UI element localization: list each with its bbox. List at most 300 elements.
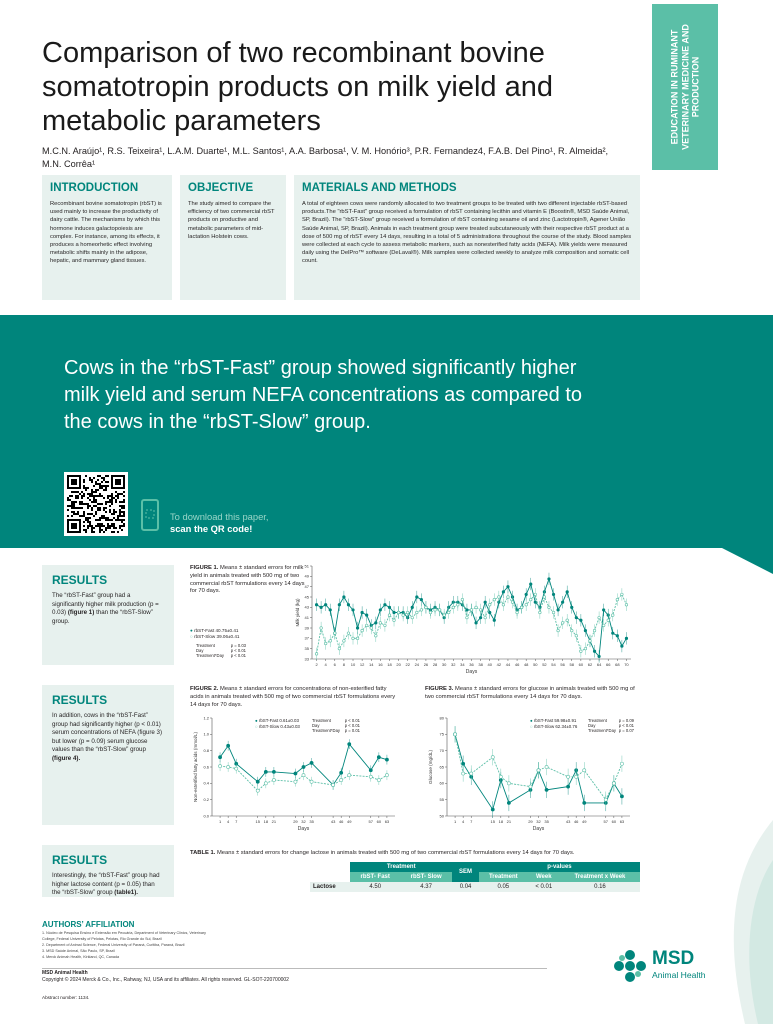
y-tick-label: 70 bbox=[439, 748, 444, 754]
abstract-number: Abstract number: 1134. bbox=[42, 995, 90, 1000]
data-point bbox=[264, 770, 267, 773]
data-point bbox=[385, 774, 388, 777]
data-point bbox=[539, 611, 542, 614]
data-point bbox=[338, 647, 341, 650]
data-point bbox=[507, 801, 510, 804]
data-point bbox=[604, 798, 607, 801]
data-point bbox=[375, 622, 378, 625]
data-point bbox=[466, 616, 469, 619]
affiliation-list: 1. Núcleo de Pesquisa Ensino e Extensão em Pecuária, Department of Veterinary Clinics, Veterinary College, Federal University of Pelotas, Pelotas, Rio Grande do Sul, Brazil 2. Department of Animal Science, Federal University of Paraná, Curitiba, Paraná, Brazil 3. MSD Saúde Animal, São Paulo, SP, Brazil 4. Merck Animah Health, Kirkland, QC, Canada bbox=[42, 931, 206, 959]
x-tick-label: 8 bbox=[342, 662, 346, 667]
footer-divider bbox=[42, 968, 547, 969]
data-point bbox=[583, 769, 586, 772]
x-tick-label: 29 bbox=[528, 819, 533, 824]
x-tick-label: 22 bbox=[405, 662, 410, 667]
x-tick-label: 36 bbox=[469, 662, 474, 667]
data-point bbox=[552, 593, 555, 596]
download-line-1: To download this paper, bbox=[170, 511, 269, 522]
table-1-caption: TABLE 1. Means ± standard errors for change lactose in animals treated with 500 mg of two commercial rbST formulations every 14 days for 70 days. bbox=[190, 850, 575, 856]
data-point bbox=[272, 770, 275, 773]
data-point bbox=[462, 762, 465, 765]
poster-title: Comparison of two recombinant bovine somatotropin products on milk yield and metabolic parameters bbox=[42, 37, 553, 137]
data-point bbox=[272, 778, 275, 781]
data-point bbox=[598, 616, 601, 619]
x-tick-label: 12 bbox=[359, 662, 365, 667]
data-point bbox=[332, 783, 335, 786]
x-tick-label: 57 bbox=[603, 819, 609, 824]
data-point bbox=[620, 795, 623, 798]
data-point bbox=[416, 596, 419, 599]
data-point bbox=[470, 609, 473, 612]
methods-heading: MATERIALS AND METHODS bbox=[302, 182, 457, 194]
legend-slow: ○ rbST-Slow 39.06±0.41 bbox=[190, 634, 240, 639]
y-tick-label: 39 bbox=[304, 625, 309, 631]
data-point bbox=[561, 601, 564, 604]
y-tick-label: 50 bbox=[439, 813, 444, 819]
x-tick-label: 1 bbox=[453, 819, 457, 824]
qr-code[interactable] bbox=[64, 472, 128, 536]
data-point bbox=[352, 637, 355, 640]
legend-fast: ● rbST-Fast 40.75±0.41 bbox=[190, 628, 239, 633]
y-tick-label: 33 bbox=[304, 656, 309, 662]
x-tick-label: 60 bbox=[611, 819, 617, 824]
x-tick-label: 62 bbox=[587, 662, 593, 667]
y-axis-label: Milk yield (kg) bbox=[295, 598, 300, 627]
table-col-slow: rbST- Slow bbox=[400, 872, 452, 882]
x-tick-label: 63 bbox=[619, 819, 625, 824]
data-point bbox=[561, 622, 564, 625]
data-point bbox=[543, 596, 546, 599]
x-tick-label: 29 bbox=[293, 819, 298, 824]
data-point bbox=[575, 616, 578, 619]
x-tick-label: 38 bbox=[478, 662, 483, 667]
data-point bbox=[502, 603, 505, 606]
y-tick-label: 41 bbox=[304, 615, 309, 621]
x-tick-label: 4 bbox=[462, 819, 465, 824]
data-point bbox=[566, 619, 569, 622]
methods-text: A total of eighteen cows were randomly allocated to two treatment groups to be treated with two different injectable rbST-based products.The "rbST-Fast" group received a formulation of rbST containing lecithin and vitamin E (Boostin®, MSD Saúde Animal, SP, Brazil). The "rbST-Slow" group received a formulation of rbST containing sesame oil and zinc (Lactotropin®, Agener União Saúde Animal, SP, Brazil). Animals in each treatment group were treated subcutaneously with their respective rbST product at a dose of 500 mg of rbST every 14 days, resulting in a total of 5 administrations throughout the course of the study. Blood samples were collected at each cycle to assess metabolic markers, such as nonesterified fatty acids (NEFA). Milk yields were measured daily using the DelPro™ software (DeLaval®). Milk samples were collected weekly to analyze milk composition and somatic cell count. bbox=[302, 201, 632, 265]
author-list: M.C.N. Araújo¹, R.S. Teixeira¹, L.A.M. Duarte¹, M.L. Santos¹, A.A. Barbosa¹, V. M. Honório³, P.R. Fernandez4, F.A.B. Del Pino¹, R. Almeida², M.N. Corrêa¹ bbox=[42, 146, 609, 169]
data-point bbox=[347, 603, 350, 606]
data-point bbox=[411, 606, 414, 609]
x-tick-label: 48 bbox=[523, 662, 529, 667]
data-point bbox=[356, 627, 359, 630]
data-point bbox=[616, 598, 619, 601]
data-point bbox=[379, 622, 382, 625]
data-point bbox=[329, 609, 332, 612]
data-point bbox=[379, 609, 382, 612]
data-point bbox=[385, 758, 388, 761]
data-point bbox=[320, 606, 323, 609]
table-col-week: Week bbox=[528, 872, 560, 882]
table-col-treatment: Treatment bbox=[479, 872, 528, 882]
data-point bbox=[593, 629, 596, 632]
category-tab bbox=[652, 4, 718, 170]
data-point bbox=[548, 606, 551, 609]
data-point bbox=[457, 603, 460, 606]
table-group-pvalues: p-values bbox=[479, 862, 640, 872]
data-point bbox=[324, 603, 327, 606]
series-line-slow bbox=[317, 594, 627, 653]
x-tick-label: 43 bbox=[565, 819, 571, 824]
x-tick-label: 49 bbox=[582, 819, 587, 824]
data-point bbox=[611, 632, 614, 635]
data-point bbox=[393, 611, 396, 614]
x-tick-label: 30 bbox=[441, 662, 447, 667]
data-point bbox=[310, 761, 313, 764]
data-point bbox=[598, 655, 601, 658]
data-point bbox=[416, 611, 419, 614]
x-tick-label: 52 bbox=[542, 662, 547, 667]
data-point bbox=[548, 578, 551, 581]
y-tick-label: 0.2 bbox=[203, 797, 209, 803]
data-point bbox=[361, 629, 364, 632]
footer-copyright: Copyright © 2024 Merck & Co., Inc., Rahway, NJ, USA and its affiliates. All rights reserved. GL-SOT-220700002 bbox=[42, 977, 289, 983]
data-point bbox=[452, 606, 455, 609]
data-point bbox=[589, 640, 592, 643]
data-point bbox=[491, 808, 494, 811]
figure-1-stats: Treatment p = 0.03 Day p < 0.01 Treatment*Day p < 0.01 bbox=[196, 643, 246, 659]
data-point bbox=[507, 782, 510, 785]
data-point bbox=[294, 772, 297, 775]
data-point bbox=[256, 789, 259, 792]
data-point bbox=[310, 780, 313, 783]
x-tick-label: 7 bbox=[235, 819, 238, 824]
x-tick-label: 32 bbox=[301, 819, 306, 824]
data-point bbox=[479, 609, 482, 612]
data-point bbox=[580, 619, 583, 622]
download-line-2: scan the QR code! bbox=[170, 523, 253, 534]
y-tick-label: 37 bbox=[304, 635, 309, 641]
data-point bbox=[388, 606, 391, 609]
data-point bbox=[352, 609, 355, 612]
figure-2-stats: Treatment p < 0.01 Day p < 0.01 Treatment*Day p = 0.01 bbox=[312, 718, 360, 734]
x-tick-label: 18 bbox=[387, 662, 392, 667]
data-point bbox=[529, 598, 532, 601]
data-point bbox=[329, 640, 332, 643]
table-col-fast: rbST- Fast bbox=[350, 872, 400, 882]
data-point bbox=[575, 634, 578, 637]
y-tick-label: 0.6 bbox=[203, 764, 209, 770]
data-point bbox=[370, 627, 373, 630]
x-tick-label: 28 bbox=[432, 662, 438, 667]
y-tick-label: 47 bbox=[304, 584, 309, 590]
x-tick-label: 14 bbox=[369, 662, 374, 667]
headline-band-tail bbox=[722, 548, 773, 574]
introduction-panel bbox=[42, 175, 172, 300]
data-point bbox=[434, 609, 437, 612]
figure-1-legend bbox=[190, 628, 239, 640]
y-tick-label: 1.2 bbox=[203, 715, 209, 721]
data-point bbox=[479, 616, 482, 619]
figure-3-caption: FIGURE 3. Means ± standard errors for glucose in animals treated with 500 mg of two commercial rbST formulations every 14 days for 70 days. bbox=[425, 686, 635, 700]
data-point bbox=[583, 801, 586, 804]
data-point bbox=[502, 591, 505, 594]
x-tick-label: 32 bbox=[536, 819, 541, 824]
series-line-fast bbox=[317, 579, 627, 657]
data-point bbox=[621, 593, 624, 596]
data-point bbox=[488, 611, 491, 614]
figure-3-legend: ● rbST-Fast 59.98±0.91 ○ rbST-Slow 62.34±0.76 bbox=[530, 718, 578, 729]
x-tick-label: 44 bbox=[505, 662, 511, 667]
data-point bbox=[607, 619, 610, 622]
data-point bbox=[525, 603, 528, 606]
data-point bbox=[338, 603, 341, 606]
data-point bbox=[570, 629, 573, 632]
results-panel-1 bbox=[42, 565, 174, 665]
data-point bbox=[369, 775, 372, 778]
data-point bbox=[484, 601, 487, 604]
x-tick-label: 64 bbox=[596, 662, 602, 667]
results-text-3: Interestingly, the “rbST-Fast” group had higher lactose content (p = 0.05) than the “rbST-Slow” group (table1). bbox=[52, 872, 160, 897]
x-tick-label: 24 bbox=[414, 662, 420, 667]
data-point bbox=[388, 614, 391, 617]
data-point bbox=[218, 756, 221, 759]
y-axis-label: Non-esterified fatty acids (mmol/L) bbox=[193, 732, 198, 802]
data-point bbox=[470, 772, 473, 775]
data-point bbox=[302, 765, 305, 768]
x-tick-label: 63 bbox=[384, 819, 390, 824]
results-panel-2 bbox=[42, 685, 174, 825]
x-tick-label: 68 bbox=[615, 662, 620, 667]
y-tick-label: 0.4 bbox=[203, 780, 209, 786]
y-tick-label: 43 bbox=[304, 604, 309, 610]
data-point bbox=[315, 603, 318, 606]
decorative-swoosh bbox=[700, 800, 773, 1024]
data-point bbox=[397, 611, 400, 614]
y-tick-label: 80 bbox=[439, 715, 444, 721]
data-point bbox=[580, 650, 583, 653]
x-axis-label: Days bbox=[297, 826, 310, 832]
data-point bbox=[361, 611, 364, 614]
data-point bbox=[365, 614, 368, 617]
y-tick-label: 51 bbox=[304, 563, 309, 569]
data-point bbox=[302, 774, 305, 777]
data-point bbox=[406, 611, 409, 614]
data-point bbox=[227, 765, 230, 768]
data-point bbox=[584, 647, 587, 650]
data-point bbox=[447, 611, 450, 614]
data-point bbox=[384, 624, 387, 627]
figure-2-chart bbox=[190, 712, 405, 832]
y-tick-label: 65 bbox=[439, 764, 444, 770]
table-group-treatment: Treatment bbox=[350, 862, 452, 872]
data-point bbox=[218, 765, 221, 768]
data-point bbox=[365, 624, 368, 627]
x-tick-label: 35 bbox=[309, 819, 314, 824]
data-point bbox=[256, 780, 259, 783]
data-point bbox=[570, 606, 573, 609]
lactose-table bbox=[310, 862, 640, 892]
x-axis-label: Days bbox=[532, 826, 545, 832]
data-point bbox=[348, 743, 351, 746]
methods-panel bbox=[294, 175, 640, 300]
data-point bbox=[493, 619, 496, 622]
data-point bbox=[537, 769, 540, 772]
figure-2-legend: ● rbST-Fast 0.61±0.03 ○ rbST-Slow 0.43±0.03 bbox=[255, 718, 300, 729]
data-point bbox=[488, 603, 491, 606]
data-point bbox=[507, 596, 510, 599]
x-tick-label: 21 bbox=[271, 819, 277, 824]
data-point bbox=[545, 765, 548, 768]
affiliation-heading: AUTHORS’ AFFILIATION bbox=[42, 920, 135, 929]
data-point bbox=[411, 616, 414, 619]
data-point bbox=[264, 782, 267, 785]
x-tick-label: 10 bbox=[350, 662, 356, 667]
data-point bbox=[420, 598, 423, 601]
x-tick-label: 57 bbox=[368, 819, 374, 824]
table-col-interaction: Treatment x Week bbox=[560, 872, 640, 882]
data-point bbox=[343, 596, 346, 599]
y-tick-label: 0.8 bbox=[203, 748, 209, 754]
x-tick-label: 40 bbox=[487, 662, 492, 667]
data-point bbox=[227, 744, 230, 747]
data-point bbox=[534, 593, 537, 596]
x-tick-label: 46 bbox=[514, 662, 520, 667]
data-point bbox=[384, 603, 387, 606]
data-point bbox=[520, 606, 523, 609]
msd-logo-icon bbox=[612, 948, 648, 984]
introduction-heading: INTRODUCTION bbox=[50, 182, 139, 194]
data-point bbox=[324, 642, 327, 645]
x-tick-label: 18 bbox=[263, 819, 269, 824]
figure-1-caption: FIGURE 1. Means ± standard errors for milk yield in animals treated with 500 mg of two commercial rbST formulations every 14 days for 70 days. bbox=[190, 565, 305, 595]
results-heading-3: RESULTS bbox=[52, 853, 108, 867]
data-point bbox=[475, 622, 478, 625]
figure-1-chart bbox=[292, 560, 637, 675]
data-point bbox=[516, 611, 519, 614]
table-row: Lactose 4.50 4.37 0.04 0.05 < 0.01 0.16 bbox=[310, 882, 640, 892]
data-point bbox=[461, 598, 464, 601]
x-tick-label: 32 bbox=[451, 662, 456, 667]
data-point bbox=[425, 606, 428, 609]
data-point bbox=[584, 629, 587, 632]
x-tick-label: 58 bbox=[569, 662, 574, 667]
results-heading-1: RESULTS bbox=[52, 573, 108, 587]
data-point bbox=[567, 775, 570, 778]
x-tick-label: 4 bbox=[227, 819, 230, 824]
data-point bbox=[621, 645, 624, 648]
msd-logo-sub: Animal Health bbox=[652, 970, 706, 980]
data-point bbox=[534, 601, 537, 604]
y-tick-label: 0.0 bbox=[203, 813, 209, 819]
data-point bbox=[443, 614, 446, 617]
x-tick-label: 66 bbox=[605, 662, 611, 667]
table-group-sem: SEM bbox=[452, 862, 479, 882]
data-point bbox=[340, 771, 343, 774]
data-point bbox=[420, 609, 423, 612]
data-point bbox=[402, 614, 405, 617]
results-text-1: The “rbST-Fast” group had a significantly higher milk production (p = 0.03) (figure 1) than the “rbST-Slow” group. bbox=[52, 592, 159, 625]
data-point bbox=[529, 583, 532, 586]
x-tick-label: 46 bbox=[573, 819, 579, 824]
data-point bbox=[620, 762, 623, 765]
results-heading-2: RESULTS bbox=[52, 693, 108, 707]
data-point bbox=[462, 772, 465, 775]
y-tick-label: 60 bbox=[439, 780, 444, 786]
data-point bbox=[557, 629, 560, 632]
x-tick-label: 49 bbox=[347, 819, 352, 824]
msd-logo bbox=[612, 946, 722, 986]
x-tick-label: 21 bbox=[506, 819, 512, 824]
x-tick-label: 46 bbox=[338, 819, 344, 824]
data-point bbox=[466, 609, 469, 612]
x-tick-label: 60 bbox=[376, 819, 382, 824]
data-point bbox=[625, 637, 628, 640]
x-tick-label: 54 bbox=[551, 662, 556, 667]
x-tick-label: 15 bbox=[490, 819, 495, 824]
data-point bbox=[340, 778, 343, 781]
y-tick-label: 75 bbox=[439, 731, 444, 737]
headline-text: Cows in the “rbST-Fast” group showed significantly higher milk yield and serum NEFA concentrations as compared to the cows in the “rbST-Slow” group. bbox=[64, 357, 583, 433]
figure-3-stats: Treatment p = 0.09 Day p < 0.01 Treatment*Day p = 0.07 bbox=[588, 718, 634, 734]
x-tick-label: 1 bbox=[218, 819, 222, 824]
data-point bbox=[393, 619, 396, 622]
x-tick-label: 20 bbox=[396, 662, 401, 667]
data-point bbox=[602, 624, 605, 627]
x-tick-label: 35 bbox=[544, 819, 549, 824]
data-point bbox=[529, 785, 532, 788]
data-point bbox=[552, 611, 555, 614]
x-tick-label: 15 bbox=[255, 819, 260, 824]
data-point bbox=[320, 627, 323, 630]
data-point bbox=[611, 614, 614, 617]
data-point bbox=[475, 606, 478, 609]
data-point bbox=[348, 774, 351, 777]
results-panel-3 bbox=[42, 845, 174, 897]
data-point bbox=[545, 788, 548, 791]
data-point bbox=[347, 632, 350, 635]
data-point bbox=[491, 756, 494, 759]
y-tick-label: 55 bbox=[439, 797, 444, 803]
data-point bbox=[557, 609, 560, 612]
x-axis-label: Days bbox=[465, 669, 478, 675]
footer bbox=[42, 970, 289, 984]
x-tick-label: 6 bbox=[333, 662, 336, 667]
data-point bbox=[575, 775, 578, 778]
data-point bbox=[377, 756, 380, 759]
x-tick-label: 43 bbox=[330, 819, 336, 824]
data-point bbox=[484, 616, 487, 619]
x-tick-label: 70 bbox=[624, 662, 629, 667]
y-tick-label: 45 bbox=[304, 594, 309, 600]
data-point bbox=[499, 775, 502, 778]
category-tab-label: EDUCATION IN RUMINANT VETERINARY MEDICINE AND PRODUCTION bbox=[669, 24, 701, 150]
data-point bbox=[375, 634, 378, 637]
x-tick-label: 7 bbox=[470, 819, 473, 824]
data-point bbox=[438, 609, 441, 612]
x-tick-label: 50 bbox=[533, 662, 538, 667]
objective-heading: OBJECTIVE bbox=[188, 182, 254, 194]
figure-2-caption: FIGURE 2. Means ± standard errors for concentrations of non-esterified fatty acids in animals treated with 500 mg of two commercial rbST formulations every 14 days for 70 days. bbox=[190, 686, 396, 708]
data-point bbox=[235, 767, 238, 770]
x-tick-label: 2 bbox=[315, 662, 318, 667]
introduction-text: Recombinant bovine somatotropin (rbST) is used mainly to increase the productivity of dairy cattle. The mechanisms by which this hormone induces galactopoiesis are complex. For instance, among its effects, it produces a homeorhetic effect involving metabolic shifts mainly in the adipose, hepatic, and mammary gland tissues. bbox=[50, 201, 162, 265]
objective-panel bbox=[180, 175, 286, 300]
y-tick-label: 35 bbox=[304, 646, 309, 652]
data-point bbox=[315, 653, 318, 656]
data-point bbox=[612, 782, 615, 785]
qr-code-graphic bbox=[67, 475, 125, 533]
data-point bbox=[511, 601, 514, 604]
x-tick-label: 56 bbox=[560, 662, 565, 667]
data-point bbox=[625, 603, 628, 606]
footer-company: MSD Animal Health bbox=[42, 970, 88, 976]
data-point bbox=[525, 593, 528, 596]
data-point bbox=[429, 611, 432, 614]
objective-text: The study aimed to compare the efficiency of two commercial rbST products on productive and metabolic parameters of mid-lactation Holstein cows. bbox=[188, 201, 275, 240]
data-point bbox=[453, 733, 456, 736]
